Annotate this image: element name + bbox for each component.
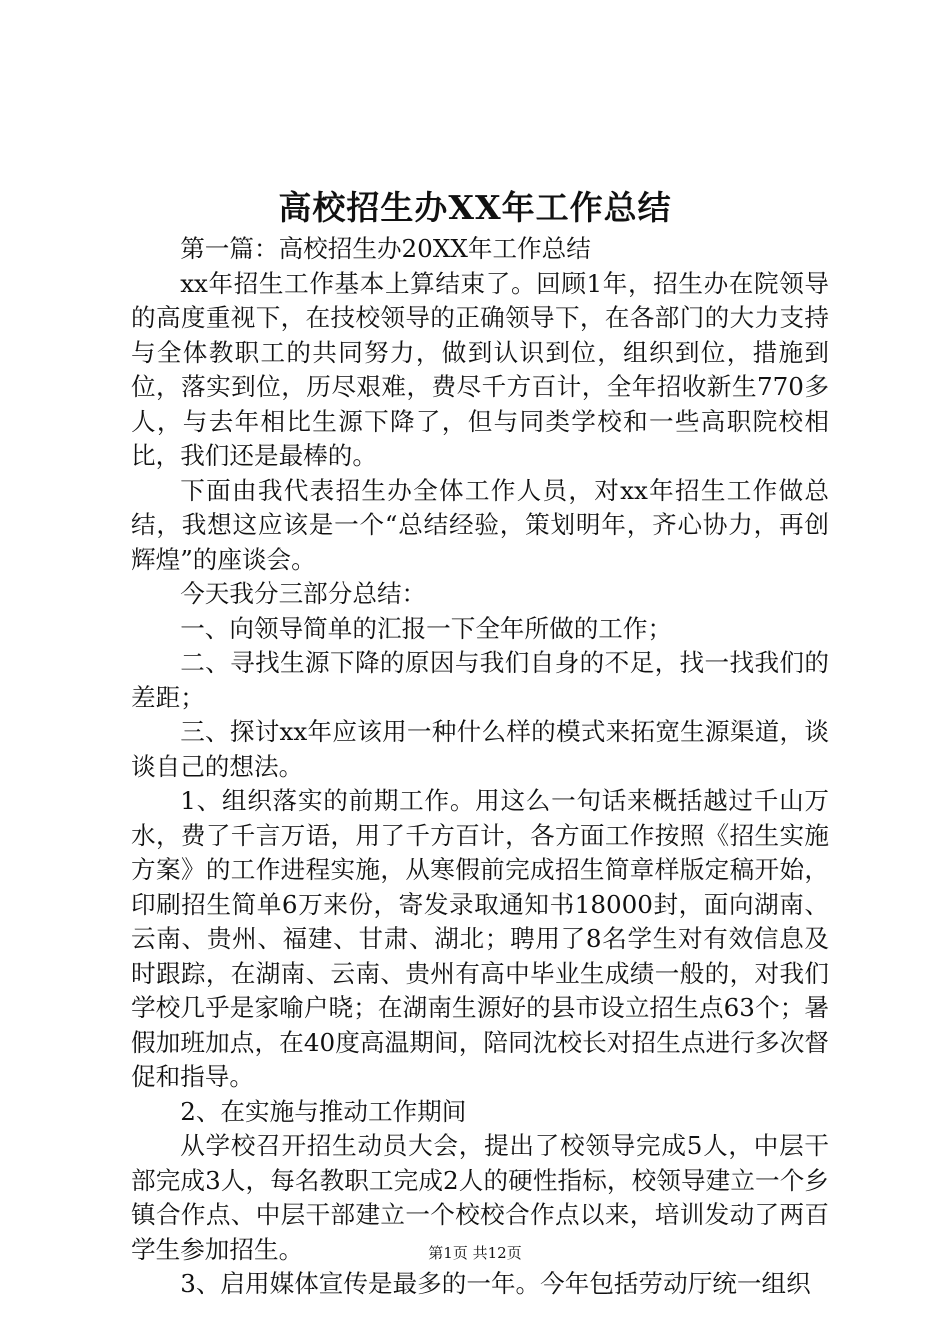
body-paragraph: xx年招生工作基本上算结束了。回顾1年，招生办在院领导的高度重视下，在技校领导的正确领导下，在各部门的大力支持与全体教职工的共同努力，做到认识到位，组织到位，措施到位，落实到位，历尽艰难，费尽千方百计，全年招收新生770多人，与去年相比生源下降了，但与同类学校和一些高职院校相比，我们还是最棒的。	[131, 268, 829, 470]
section-heading: 第一篇：高校招生办20XX年工作总结	[180, 234, 591, 263]
body-paragraph: 今天我分三部分总结：	[180, 579, 427, 608]
page-footer: 第1页 共12页	[428, 1244, 522, 1262]
list-item: 三、探讨xx年应该用一种什么样的模式来拓宽生源渠道，谈谈自己的想法。	[131, 717, 829, 781]
body-paragraph: 1、组织落实的前期工作。用这么一句话来概括越过千山万水，费了千言万语，用了千方百计，各方面工作按照《招生实施方案》的工作进程实施，从寒假前完成招生简章样版定稿开始，印刷招生简单6万来份，寄发录取通知书18000封，面向湖南、云南、贵州、福建、甘肃、湖北；聘用了8名学生对有效信息及时跟踪，在湖南、云南、贵州有高中毕业生成绩一般的，对我们学校几乎是家喻户晓；在湖南生源好的县市设立招生点63个；暑假加班加点，在40度高温期间，陪同沈校长对招生点进行多次督促和指导。	[131, 786, 829, 1091]
document-body	[131, 232, 829, 1302]
body-paragraph: 下面由我代表招生办全体工作人员，对xx年招生工作做总结，我想这应该是一个“总结经验，策划明年，齐心协力，再创辉煌”的座谈会。	[131, 475, 829, 574]
body-paragraph: 3、启用媒体宣传是最多的一年。今年包括劳动厅统一组织	[180, 1269, 811, 1298]
body-paragraph: 从学校召开招生动员大会，提出了校领导完成5人，中层干部完成3人，每名教职工完成2人的硬性指标，校领导建立一个乡镇合作点、中层干部建立一个校校合作点以来，培训发动了两百学生参加招生。	[131, 1131, 829, 1264]
list-item: 一、向领导简单的汇报一下全年所做的工作；	[180, 613, 673, 643]
document-title: 高校招生办XX年工作总结	[278, 188, 672, 227]
list-item: 二、寻找生源下降的原因与我们自身的不足，找一找我们的差距；	[131, 648, 829, 712]
subsection-heading: 2、在实施与推动工作期间	[180, 1096, 467, 1126]
